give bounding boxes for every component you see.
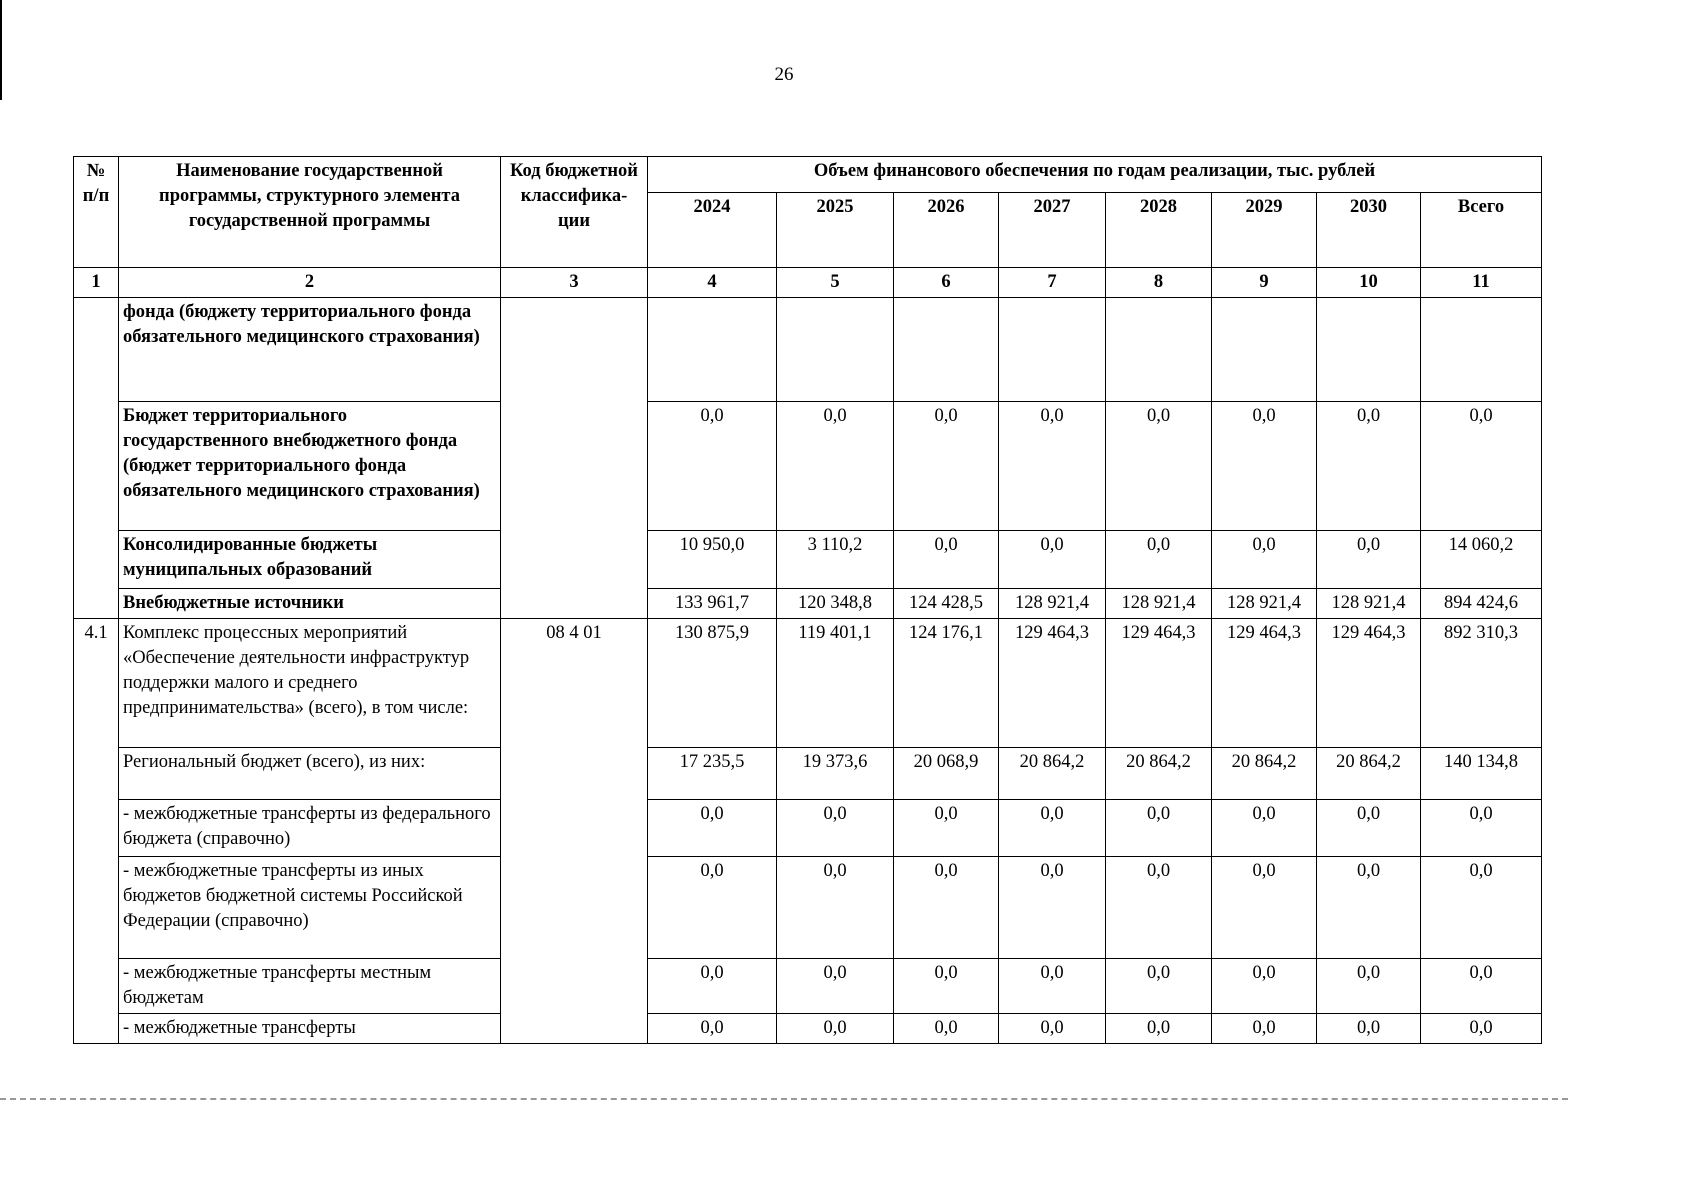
row-year-value: 0,0: [999, 800, 1106, 857]
row-code: 08 4 01: [501, 619, 648, 1044]
header-name: Наименование государственной программы, структурного элемента государственной программы: [119, 157, 501, 268]
column-number: 5: [777, 268, 894, 298]
row-total-value: 0,0: [1421, 1014, 1542, 1044]
column-number: 6: [894, 268, 999, 298]
column-number: 7: [999, 268, 1106, 298]
row-year-value: 129 464,3: [999, 619, 1106, 748]
table-row: [74, 748, 1542, 800]
table-row: [74, 402, 1542, 531]
row-year-value: 0,0: [648, 800, 777, 857]
row-name: фонда (бюджету территориального фонда обязательного медицинского страхования): [119, 298, 501, 402]
row-year-value: 0,0: [1106, 1014, 1212, 1044]
row-year-value: 0,0: [894, 531, 999, 589]
row-year-value: 133 961,7: [648, 589, 777, 619]
row-total-value: 0,0: [1421, 800, 1542, 857]
table-row: [74, 531, 1542, 589]
header-index: № п/п: [74, 157, 119, 268]
column-number: 4: [648, 268, 777, 298]
row-year-value: 0,0: [777, 959, 894, 1014]
header-year: 2027: [999, 193, 1106, 268]
page-number: 26: [774, 64, 794, 85]
header-year: 2030: [1317, 193, 1421, 268]
row-year-value: 0,0: [894, 959, 999, 1014]
table-row: [74, 298, 1542, 402]
row-year-value: 130 875,9: [648, 619, 777, 748]
row-year-value: [1106, 298, 1212, 402]
row-year-value: 128 921,4: [999, 589, 1106, 619]
header-year: 2024: [648, 193, 777, 268]
row-year-value: [1212, 298, 1317, 402]
row-name: Бюджет территориального государственного внебюджетного фонда (бюджет территориального фонда обязательного медицинского страхования): [119, 402, 501, 531]
row-year-value: 0,0: [894, 800, 999, 857]
row-year-value: 0,0: [894, 1014, 999, 1044]
row-index: 4.1: [74, 619, 119, 1044]
row-name: - межбюджетные трансферты из иных бюджетов бюджетной системы Российской Федерации (справочно): [119, 857, 501, 959]
row-year-value: 129 464,3: [1106, 619, 1212, 748]
row-year-value: 0,0: [1212, 959, 1317, 1014]
row-year-value: 3 110,2: [777, 531, 894, 589]
header-total: Всего: [1421, 193, 1542, 268]
column-number: 9: [1212, 268, 1317, 298]
header-year: 2026: [894, 193, 999, 268]
row-year-value: 20 864,2: [1317, 748, 1421, 800]
column-number: 8: [1106, 268, 1212, 298]
row-year-value: 119 401,1: [777, 619, 894, 748]
row-year-value: 0,0: [777, 1014, 894, 1044]
header-code: Код бюджетной классифика-ции: [501, 157, 648, 268]
row-year-value: 0,0: [1106, 857, 1212, 959]
row-year-value: 0,0: [1212, 531, 1317, 589]
row-total-value: 14 060,2: [1421, 531, 1542, 589]
table-row: [74, 589, 1542, 619]
row-year-value: 0,0: [1212, 1014, 1317, 1044]
row-year-value: [894, 298, 999, 402]
row-year-value: 0,0: [1317, 1014, 1421, 1044]
row-year-value: 10 950,0: [648, 531, 777, 589]
row-code: [501, 298, 648, 619]
table-row: [74, 619, 1542, 748]
row-year-value: 0,0: [894, 857, 999, 959]
row-year-value: 20 864,2: [1106, 748, 1212, 800]
table-row: [74, 800, 1542, 857]
row-year-value: 0,0: [648, 402, 777, 531]
row-year-value: 0,0: [648, 1014, 777, 1044]
column-number: 2: [119, 268, 501, 298]
row-name: Внебюджетные источники: [119, 589, 501, 619]
row-total-value: 894 424,6: [1421, 589, 1542, 619]
row-year-value: 0,0: [1317, 857, 1421, 959]
row-year-value: 20 068,9: [894, 748, 999, 800]
row-year-value: 0,0: [999, 857, 1106, 959]
row-year-value: [648, 298, 777, 402]
row-year-value: 124 428,5: [894, 589, 999, 619]
header-year: 2028: [1106, 193, 1212, 268]
row-name: - межбюджетные трансферты местным бюджетам: [119, 959, 501, 1014]
column-number: 3: [501, 268, 648, 298]
row-year-value: 0,0: [1212, 402, 1317, 531]
row-year-value: 128 921,4: [1106, 589, 1212, 619]
header-year: 2025: [777, 193, 894, 268]
row-year-value: 0,0: [894, 402, 999, 531]
header-volume: Объем финансового обеспечения по годам реализации, тыс. рублей: [648, 157, 1542, 193]
row-name: - межбюджетные трансферты: [119, 1014, 501, 1044]
row-year-value: [777, 298, 894, 402]
row-year-value: 19 373,6: [777, 748, 894, 800]
table-row: [74, 1014, 1542, 1044]
row-year-value: [1317, 298, 1421, 402]
row-year-value: 120 348,8: [777, 589, 894, 619]
row-year-value: 0,0: [648, 959, 777, 1014]
row-year-value: 128 921,4: [1317, 589, 1421, 619]
column-number: 1: [74, 268, 119, 298]
row-name: Региональный бюджет (всего), из них:: [119, 748, 501, 800]
row-year-value: 0,0: [1317, 959, 1421, 1014]
row-index: [74, 298, 119, 619]
row-total-value: 140 134,8: [1421, 748, 1542, 800]
table-row: [74, 959, 1542, 1014]
row-total-value: 892 310,3: [1421, 619, 1542, 748]
row-year-value: 0,0: [999, 402, 1106, 531]
financing-table: [73, 156, 1542, 1044]
row-year-value: 17 235,5: [648, 748, 777, 800]
row-year-value: 20 864,2: [1212, 748, 1317, 800]
row-year-value: [999, 298, 1106, 402]
column-number: 10: [1317, 268, 1421, 298]
header-year: 2029: [1212, 193, 1317, 268]
row-year-value: 0,0: [1212, 800, 1317, 857]
column-numbers-row: [74, 268, 1542, 298]
row-year-value: 129 464,3: [1317, 619, 1421, 748]
row-total-value: 0,0: [1421, 959, 1542, 1014]
row-year-value: 0,0: [1317, 800, 1421, 857]
row-year-value: 0,0: [1106, 402, 1212, 531]
row-total-value: 0,0: [1421, 857, 1542, 959]
row-year-value: 0,0: [999, 531, 1106, 589]
row-year-value: 129 464,3: [1212, 619, 1317, 748]
row-year-value: 0,0: [777, 857, 894, 959]
row-name: - межбюджетные трансферты из федерального бюджета (справочно): [119, 800, 501, 857]
row-total-value: 0,0: [1421, 402, 1542, 531]
scan-bottom-edge: [0, 1098, 1568, 1104]
row-year-value: 0,0: [999, 1014, 1106, 1044]
row-year-value: 0,0: [1106, 959, 1212, 1014]
row-year-value: 0,0: [1212, 857, 1317, 959]
row-year-value: 0,0: [777, 402, 894, 531]
row-year-value: 124 176,1: [894, 619, 999, 748]
row-name: Комплекс процессных мероприятий «Обеспечение деятельности инфраструктур поддержки малого и среднего предпринимательства» (всего), в том числе:: [119, 619, 501, 748]
row-year-value: 0,0: [999, 959, 1106, 1014]
row-year-value: 0,0: [1106, 531, 1212, 589]
row-year-value: 128 921,4: [1212, 589, 1317, 619]
column-number: 11: [1421, 268, 1542, 298]
row-year-value: 0,0: [1317, 402, 1421, 531]
row-year-value: 0,0: [1106, 800, 1212, 857]
row-year-value: 0,0: [777, 800, 894, 857]
row-year-value: 0,0: [648, 857, 777, 959]
row-total-value: [1421, 298, 1542, 402]
row-year-value: 0,0: [1317, 531, 1421, 589]
table-row: [74, 857, 1542, 959]
row-name: Консолидированные бюджеты муниципальных образований: [119, 531, 501, 589]
row-year-value: 20 864,2: [999, 748, 1106, 800]
